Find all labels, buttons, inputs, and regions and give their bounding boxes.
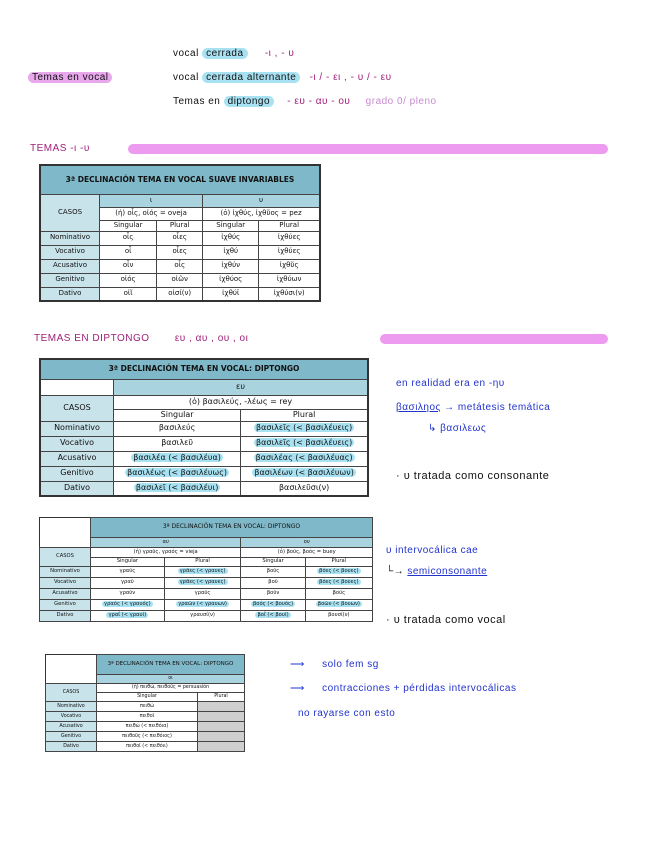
- highlight-alternante: cerrada alternante: [202, 72, 300, 83]
- table-row: [46, 712, 245, 722]
- note4-line2: [290, 683, 516, 694]
- grado-note: grado 0/ pleno: [365, 96, 437, 107]
- table1-casos: CASOS: [40, 194, 100, 231]
- note4-text1: solo fem sg: [322, 659, 379, 670]
- cell-highlight: βασιλέας (< βασιλέυας): [255, 453, 353, 463]
- cell: βασιλεύς: [114, 421, 241, 436]
- table4-sg: Singular: [97, 693, 198, 702]
- note4-text2: contracciones + pérdidas intervocálicas: [322, 683, 517, 694]
- cell-highlight: γρᾶες (< γραυες): [179, 568, 226, 575]
- endings-diptongo: - ευ - αυ - ου: [287, 96, 351, 107]
- case-label: Dativo: [40, 611, 91, 622]
- cell: βοῦν: [241, 589, 305, 600]
- table2-lemma: (ὁ) βασιλεύς, -λέως = rey: [114, 395, 369, 409]
- table1-lemma-a: (ἡ) οἶς, οἰός = oveja: [100, 207, 203, 220]
- table-row: [46, 722, 245, 732]
- cell: γραῦς: [164, 589, 241, 600]
- table-row: [40, 436, 368, 451]
- case-label: Dativo: [46, 742, 97, 752]
- case-label: Dativo: [40, 481, 114, 496]
- cell-highlight: γραός (< γραυός): [104, 601, 151, 608]
- table-row: [40, 231, 320, 245]
- table2-casos: CASOS: [40, 395, 114, 421]
- table4-casos: CASOS: [46, 684, 97, 702]
- text-vocal: vocal: [173, 48, 199, 59]
- table-row: [46, 742, 245, 752]
- case-label: Genitivo: [40, 600, 91, 611]
- note4-line1: [290, 659, 379, 670]
- cell: βοῦς: [305, 589, 372, 600]
- table3-casos: CASOS: [40, 548, 91, 567]
- table4-group: οι: [97, 675, 245, 684]
- cell: οἰός: [100, 273, 157, 287]
- cell-highlight: γραῶν (< γραυων): [178, 601, 227, 608]
- cell: βουσί(ν): [305, 611, 372, 622]
- table1-sg: Singular: [100, 220, 157, 231]
- note3-line3: · υ tratada como vocal: [386, 614, 506, 626]
- cell-highlight: βασιλεῖς (< βασιλέυεις): [256, 438, 353, 448]
- table4-title: 3ª DECLINACIÓN TEMA EN VOCAL: DIPTONGO: [97, 655, 245, 675]
- cell: ἰχθύ: [203, 245, 259, 259]
- table1-col-b: υ: [203, 194, 320, 207]
- cell: ἰχθύες: [259, 231, 320, 245]
- cell: πειθοῦς (< πειθόιος): [97, 732, 198, 742]
- table-row: [40, 466, 368, 481]
- table-row: [46, 702, 245, 712]
- cell-empty: [198, 702, 245, 712]
- arrow-icon: ⟶: [290, 659, 309, 670]
- table3-blank: [40, 518, 91, 538]
- table-row: [40, 421, 368, 436]
- case-label: Vocativo: [46, 712, 97, 722]
- cell-highlight: γρᾶες (< γραυες): [179, 579, 226, 586]
- table-row: [40, 589, 373, 600]
- cell-highlight: βασιλέως (< βασιλέυως): [127, 468, 228, 478]
- line-temas-diptongo: [173, 96, 437, 107]
- endings-cerrada: -ι , - υ: [264, 48, 295, 59]
- table2-blank: [40, 379, 114, 395]
- cell: πειθώ: [97, 702, 198, 712]
- note2-line3: [428, 423, 486, 434]
- table-row: [40, 600, 373, 611]
- cell-empty: [198, 712, 245, 722]
- table-row: [40, 245, 320, 259]
- cell: γραυσί(ν): [164, 611, 241, 622]
- case-label: Acusativo: [40, 451, 114, 466]
- cell: γραῦς: [91, 567, 165, 578]
- cell: βοῦ: [241, 578, 305, 589]
- table3-sg: Singular: [91, 558, 165, 567]
- table4: [45, 654, 245, 752]
- cell: ἰχθύσι(ν): [259, 287, 320, 301]
- cell-highlight: βοός (< βουός): [253, 601, 294, 608]
- note3-semiconsonante: semiconsonante: [407, 566, 488, 577]
- table3-group-a: αυ: [91, 538, 241, 548]
- table2-sg: Singular: [114, 409, 241, 421]
- table4-blank: [46, 655, 97, 675]
- cell: ἰχθύες: [259, 245, 320, 259]
- cell-highlight: βασιλεῖς (< βασιλέυεις): [256, 423, 353, 433]
- table1-pl: Plural: [259, 220, 320, 231]
- note2-basilhos: βασιληος: [396, 402, 441, 413]
- cell: οἶς: [100, 231, 157, 245]
- table1-title: 3ª DECLINACIÓN TEMA EN VOCAL SUAVE INVARIABLES: [40, 165, 320, 194]
- highlight-pink: Temas en vocal: [28, 72, 112, 83]
- section2-title-text: TEMAS EN DIPTONGO: [34, 333, 150, 344]
- table-row: [40, 287, 320, 301]
- highlight-cerrada: cerrada: [202, 48, 247, 59]
- cell: ἰχθύϊ: [203, 287, 259, 301]
- cell: ἰχθῦς: [259, 259, 320, 273]
- cell: οἶν: [100, 259, 157, 273]
- table2-group: ευ: [114, 379, 369, 395]
- note4-line3: no rayarse con esto: [298, 708, 396, 719]
- table1-sg: Singular: [203, 220, 259, 231]
- cell-highlight: βασιλεῖ (< βασιλέυι): [135, 483, 219, 493]
- highlight-diptongo: diptongo: [224, 96, 274, 107]
- cell-empty: [198, 722, 245, 732]
- table3-pl: Plural: [305, 558, 372, 567]
- cell: πειθοῖ (< πειθόιι): [97, 742, 198, 752]
- table-row: [40, 567, 373, 578]
- case-label: Vocativo: [40, 578, 91, 589]
- case-label: Acusativo: [40, 589, 91, 600]
- cell-highlight: βασιλέα (< βασιλέυα): [133, 453, 221, 463]
- section2-sub: ευ , αυ , ου , οι: [174, 333, 249, 344]
- cell: οἰσί(ν): [157, 287, 203, 301]
- table3-pl: Plural: [164, 558, 241, 567]
- cell: γραῦ: [91, 578, 165, 589]
- cell: βοῦς: [241, 567, 305, 578]
- table1-col-a: ι: [100, 194, 203, 207]
- table-row: [40, 578, 373, 589]
- note2-line2: [396, 402, 550, 413]
- line-vocal-cerrada: [173, 48, 294, 59]
- cell-highlight: βοῶν (< βουων): [317, 601, 360, 608]
- case-label: Nominativo: [40, 231, 100, 245]
- table3: [39, 517, 373, 622]
- case-label: Vocativo: [40, 245, 100, 259]
- table2-title: 3ª DECLINACIÓN TEMA EN VOCAL: DIPTONGO: [40, 359, 368, 379]
- cell: οἶς: [157, 259, 203, 273]
- table-row: [40, 451, 368, 466]
- cell-highlight: βοΐ (< βουί): [257, 612, 289, 619]
- table2-pl: Plural: [241, 409, 368, 421]
- line-vocal-alternante: [173, 72, 392, 83]
- note3-line2: [386, 566, 487, 577]
- case-label: Acusativo: [46, 722, 97, 732]
- cell: βασιλεῦσι(ν): [241, 481, 368, 496]
- table1-pl: Plural: [157, 220, 203, 231]
- table1: [39, 164, 321, 302]
- table-row: [46, 732, 245, 742]
- table4-blank2: [46, 675, 97, 684]
- table3-lemma-b: (ὁ) βοῦς, βοός = buey: [241, 548, 373, 558]
- table3-group-b: ου: [241, 538, 373, 548]
- section1-bar: [128, 144, 608, 154]
- cell: γραῦν: [91, 589, 165, 600]
- case-label: Genitivo: [46, 732, 97, 742]
- cell: ἰχθύων: [259, 273, 320, 287]
- cell: ἰχθύς: [203, 231, 259, 245]
- cell-highlight: γραΐ (< γραυί): [108, 612, 147, 619]
- arrow-icon: ↳: [428, 423, 441, 434]
- cell: βασιλεῦ: [114, 436, 241, 451]
- case-label: Acusativo: [40, 259, 100, 273]
- section2-bar: [380, 334, 608, 344]
- table4-pl: Plural: [198, 693, 245, 702]
- note2-metatesis: → metátesis temática: [444, 402, 551, 413]
- cell: πειθώ (< πειθόια): [97, 722, 198, 732]
- cell: πειθοῖ: [97, 712, 198, 722]
- case-label: Nominativo: [40, 421, 114, 436]
- arrow-icon: ⟶: [290, 683, 309, 694]
- cell-empty: [198, 742, 245, 752]
- cell: ἰχθύος: [203, 273, 259, 287]
- table3-lemma-a: (ἡ) γραῦς, γραός = vieja: [91, 548, 241, 558]
- note2-basilews: βασιλεως: [440, 423, 487, 434]
- case-label: Dativo: [40, 287, 100, 301]
- section2-title: [34, 333, 248, 344]
- cell-highlight: βόες (< βουες): [319, 579, 359, 586]
- cell: οἶ: [100, 245, 157, 259]
- note2-line4: · υ tratada como consonante: [396, 470, 550, 482]
- cell: οἰῖ: [100, 287, 157, 301]
- case-label: Genitivo: [40, 273, 100, 287]
- cell-empty: [198, 732, 245, 742]
- case-label: Nominativo: [40, 567, 91, 578]
- table-row: [40, 273, 320, 287]
- table4-lemma: (ἡ) πειθώ, πειθοῦς = persuasión: [97, 684, 245, 693]
- table3-title: 3ª DECLINACIÓN TEMA EN VOCAL: DIPTONGO: [91, 518, 373, 538]
- table-row: [40, 259, 320, 273]
- cell: οἰῶν: [157, 273, 203, 287]
- table1-lemma-b: (ὁ) ἰχθύς, ἰχθῦος = pez: [203, 207, 320, 220]
- text-vocal-2: vocal: [173, 72, 199, 83]
- case-label: Nominativo: [46, 702, 97, 712]
- table3-sg: Singular: [241, 558, 305, 567]
- note3-line1: υ intervocálica cae: [386, 545, 479, 556]
- note2-line1: en realidad era en -ηυ: [396, 378, 505, 389]
- case-label: Genitivo: [40, 466, 114, 481]
- cell-highlight: βόες (< βουες): [319, 568, 359, 575]
- table3-blank2: [40, 538, 91, 548]
- temas-en-vocal-label: [28, 72, 112, 83]
- arrow-icon: └→: [386, 566, 408, 577]
- table-row: [40, 481, 368, 496]
- section1-title: TEMAS -ι -υ: [30, 143, 90, 154]
- endings-alternante: -ι / - ει , - υ / - ευ: [309, 72, 392, 83]
- cell: οἶες: [157, 231, 203, 245]
- cell-highlight: βασιλέων (< βασιλέυων): [254, 468, 354, 478]
- table2: [39, 358, 369, 497]
- cell: ἰχθύν: [203, 259, 259, 273]
- text-temas-en: Temas en: [173, 96, 221, 107]
- table-row: [40, 611, 373, 622]
- cell: οἶες: [157, 245, 203, 259]
- case-label: Vocativo: [40, 436, 114, 451]
